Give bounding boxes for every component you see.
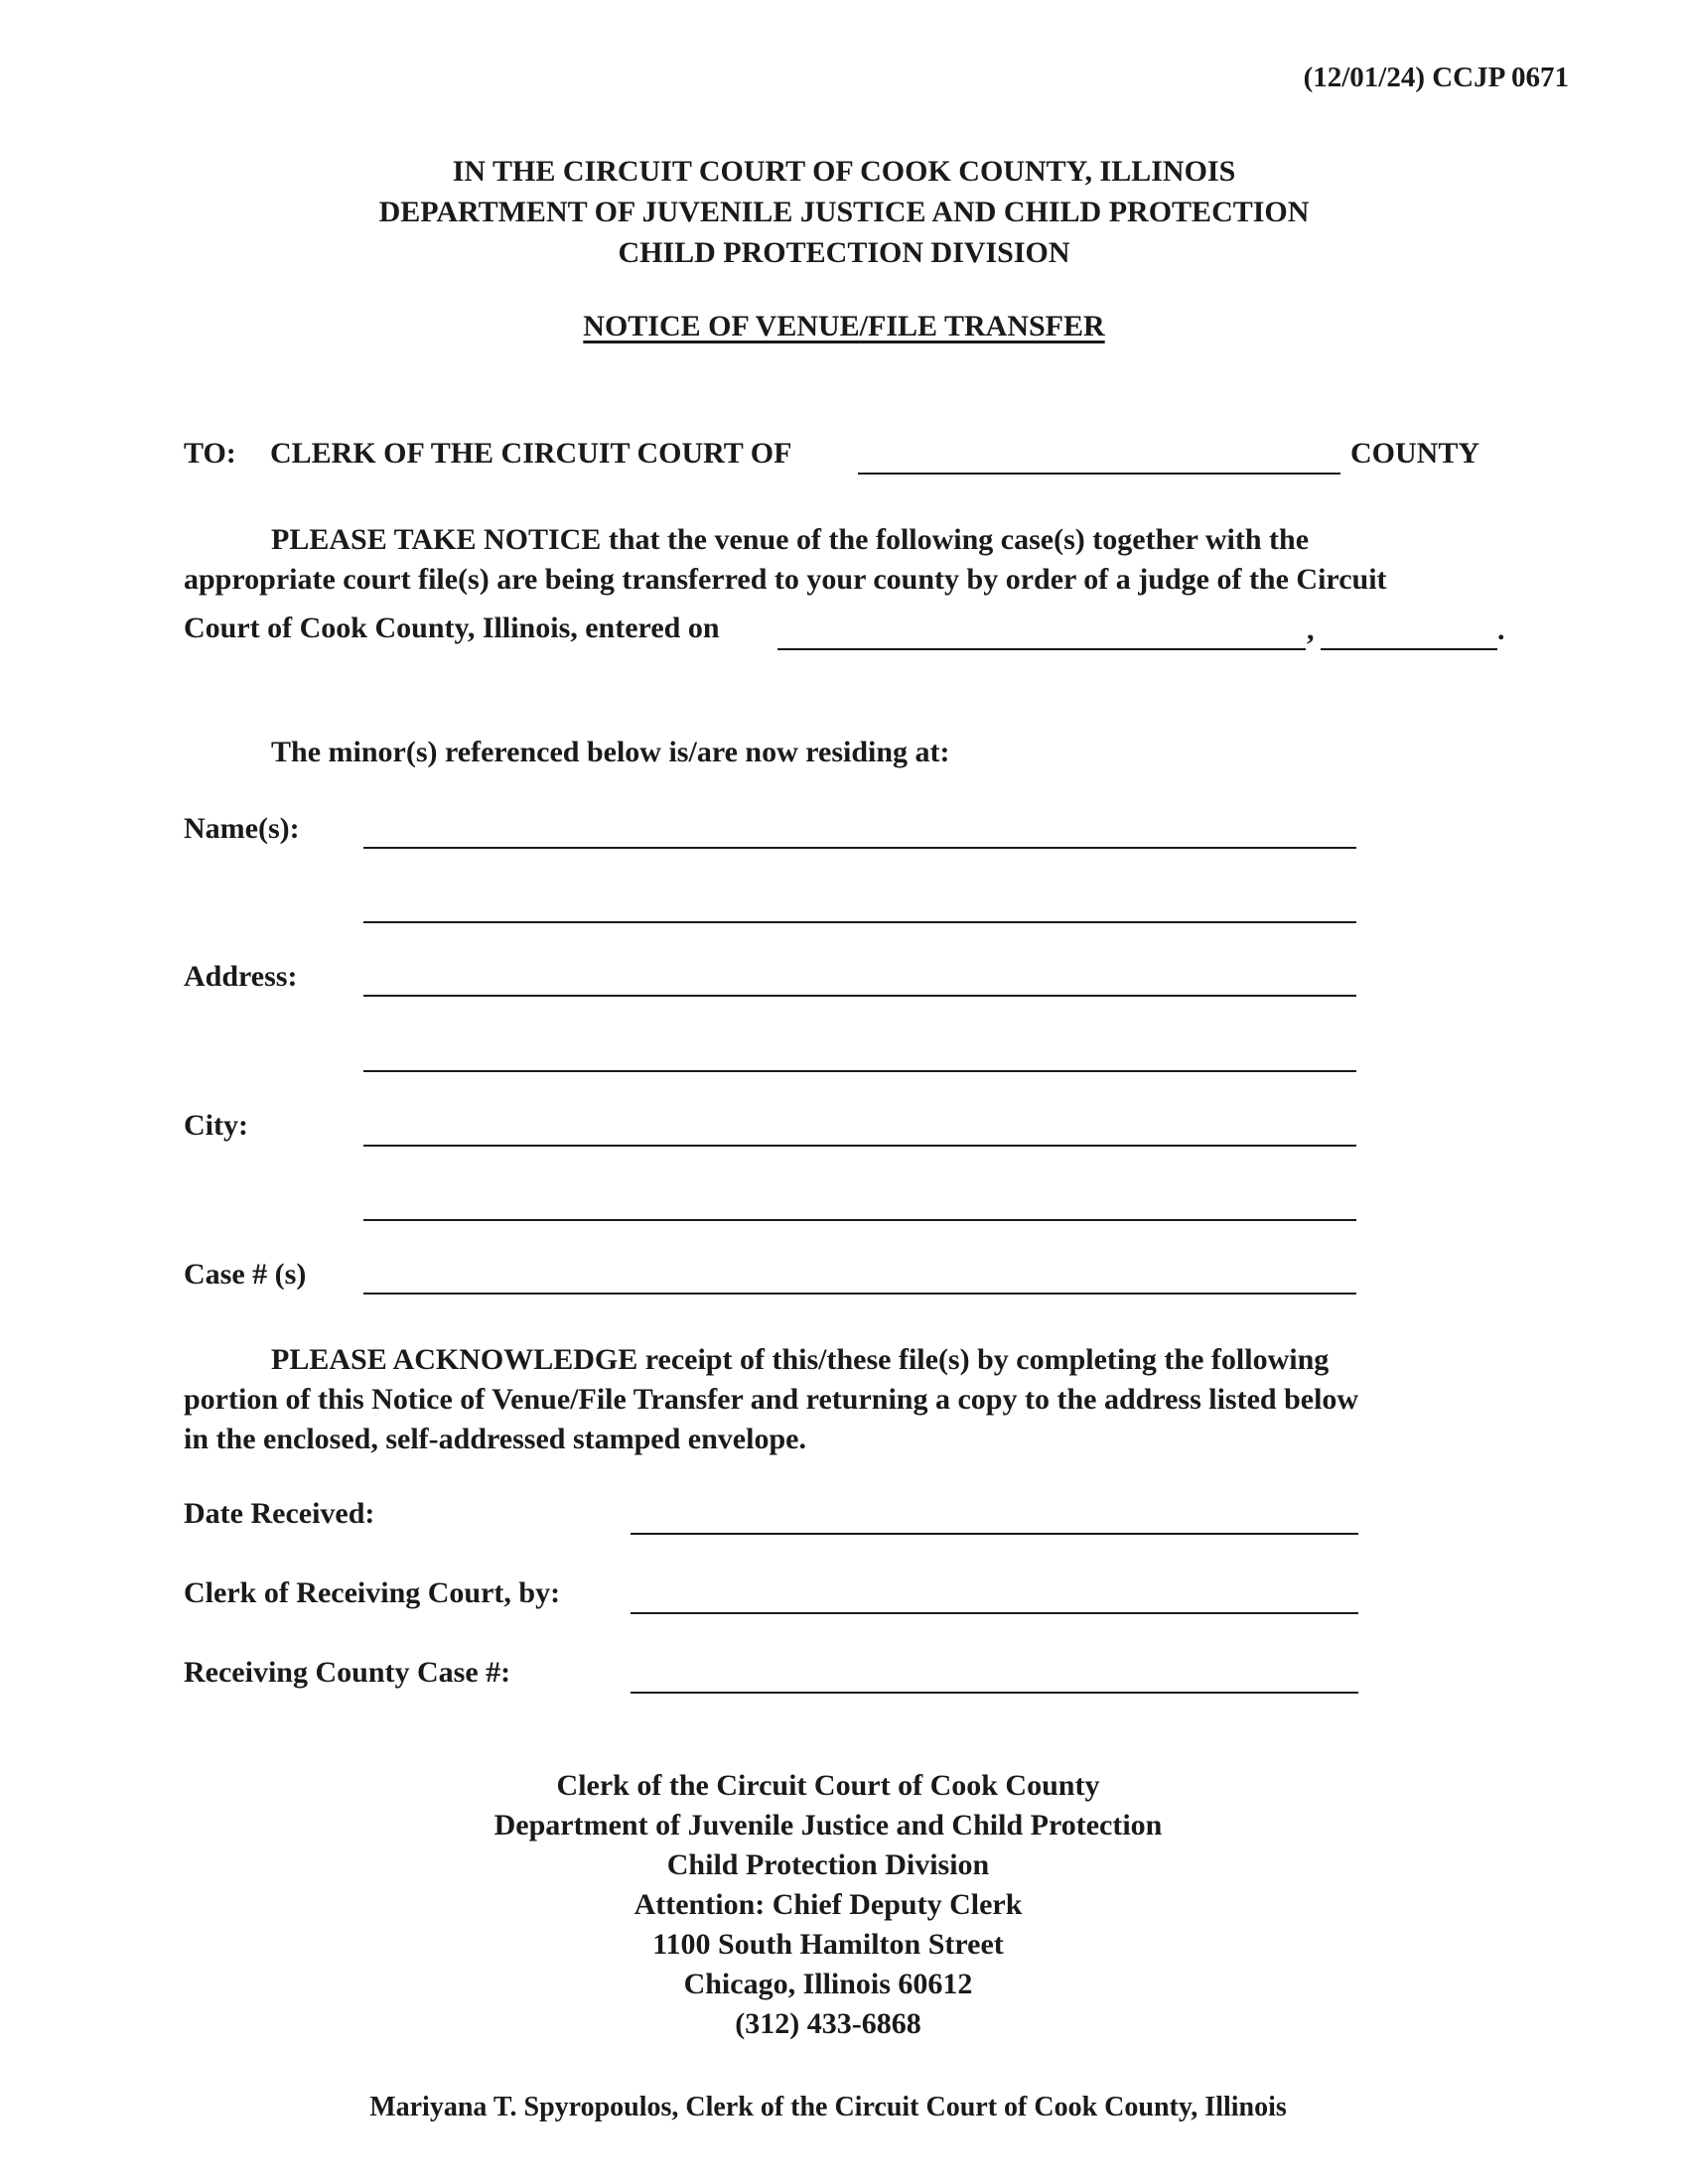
receiving-case-label: Receiving County Case #:	[184, 1656, 511, 1689]
case-number-label: Case # (s)	[184, 1258, 307, 1291]
document-title: NOTICE OF VENUE/FILE TRANSFER	[583, 310, 1105, 342]
acknowledge-lead: PLEASE ACKNOWLEDGE	[271, 1343, 638, 1376]
notice-line1: that the venue of the following case(s) together with the	[608, 523, 1310, 556]
acknowledge-line1: receipt of this/these file(s) by completing the following	[644, 1343, 1330, 1376]
to-label: TO:	[184, 437, 236, 470]
names-field-2[interactable]	[363, 921, 1356, 923]
date-period: .	[1497, 614, 1505, 646]
names-field-1[interactable]	[363, 847, 1356, 849]
acknowledge-line3: in the enclosed, self-addressed stamped envelope.	[184, 1423, 806, 1455]
address-label: Address:	[184, 960, 298, 993]
clerk-of-court-text: CLERK OF THE CIRCUIT COURT OF	[270, 437, 792, 470]
address-field-1[interactable]	[363, 995, 1356, 997]
return-address-line-3: Child Protection Division	[666, 1848, 990, 1881]
return-address-line-4: Attention: Chief Deputy Clerk	[633, 1888, 1023, 1921]
notice-line3: Court of Cook County, Illinois, entered on	[184, 612, 720, 644]
return-address-line-1: Clerk of the Circuit Court of Cook County	[556, 1769, 1100, 1802]
date-received-label: Date Received:	[184, 1497, 375, 1530]
form-number: (12/01/24) CCJP 0671	[1303, 62, 1569, 93]
return-address-line-6: Chicago, Illinois 60612	[683, 1968, 973, 2000]
city-label: City:	[184, 1109, 248, 1142]
county-label: COUNTY	[1350, 437, 1480, 470]
document-title-wrap	[0, 310, 1688, 343]
city-field-1[interactable]	[363, 1145, 1356, 1147]
clerk-signature-line: Mariyana T. Spyropoulos, Clerk of the Circuit Court of Cook County, Illinois	[369, 2092, 1287, 2122]
city-field-2[interactable]	[363, 1219, 1356, 1221]
notice-paragraph	[184, 520, 1514, 600]
entered-year-field[interactable]	[1321, 648, 1497, 650]
acknowledge-paragraph	[184, 1340, 1514, 1459]
date-comma: ,	[1307, 614, 1315, 646]
county-name-field[interactable]	[858, 473, 1340, 475]
return-address-phone: (312) 433-6868	[735, 2007, 921, 2040]
address-field-2[interactable]	[363, 1070, 1356, 1072]
header-line-division: CHILD PROTECTION DIVISION	[618, 236, 1070, 269]
return-address-line-5: 1100 South Hamilton Street	[652, 1928, 1004, 1961]
return-address-line-2: Department of Juvenile Justice and Child Protection	[493, 1809, 1163, 1842]
names-label: Name(s):	[184, 812, 300, 845]
residing-text: The minor(s) referenced below is/are now residing at:	[271, 736, 950, 768]
receiving-case-field[interactable]	[631, 1692, 1358, 1694]
return-address	[0, 1766, 1656, 2044]
entered-date-field[interactable]	[777, 648, 1306, 650]
notice-line2: appropriate court file(s) are being transferred to your county by order of a judge of the Circuit	[184, 563, 1387, 596]
header-line-department: DEPARTMENT OF JUVENILE JUSTICE AND CHILD PROTECTION	[378, 196, 1310, 228]
receiving-clerk-label: Clerk of Receiving Court, by:	[184, 1576, 561, 1609]
case-number-field[interactable]	[363, 1293, 1356, 1295]
receiving-clerk-field[interactable]	[631, 1612, 1358, 1614]
date-received-field[interactable]	[631, 1533, 1358, 1535]
court-header	[0, 151, 1688, 273]
notice-lead: PLEASE TAKE NOTICE	[271, 523, 602, 556]
acknowledge-line2: portion of this Notice of Venue/File Transfer and returning a copy to the address listed below	[184, 1383, 1359, 1416]
header-line-court: IN THE CIRCUIT COURT OF COOK COUNTY, ILLINOIS	[452, 155, 1236, 188]
